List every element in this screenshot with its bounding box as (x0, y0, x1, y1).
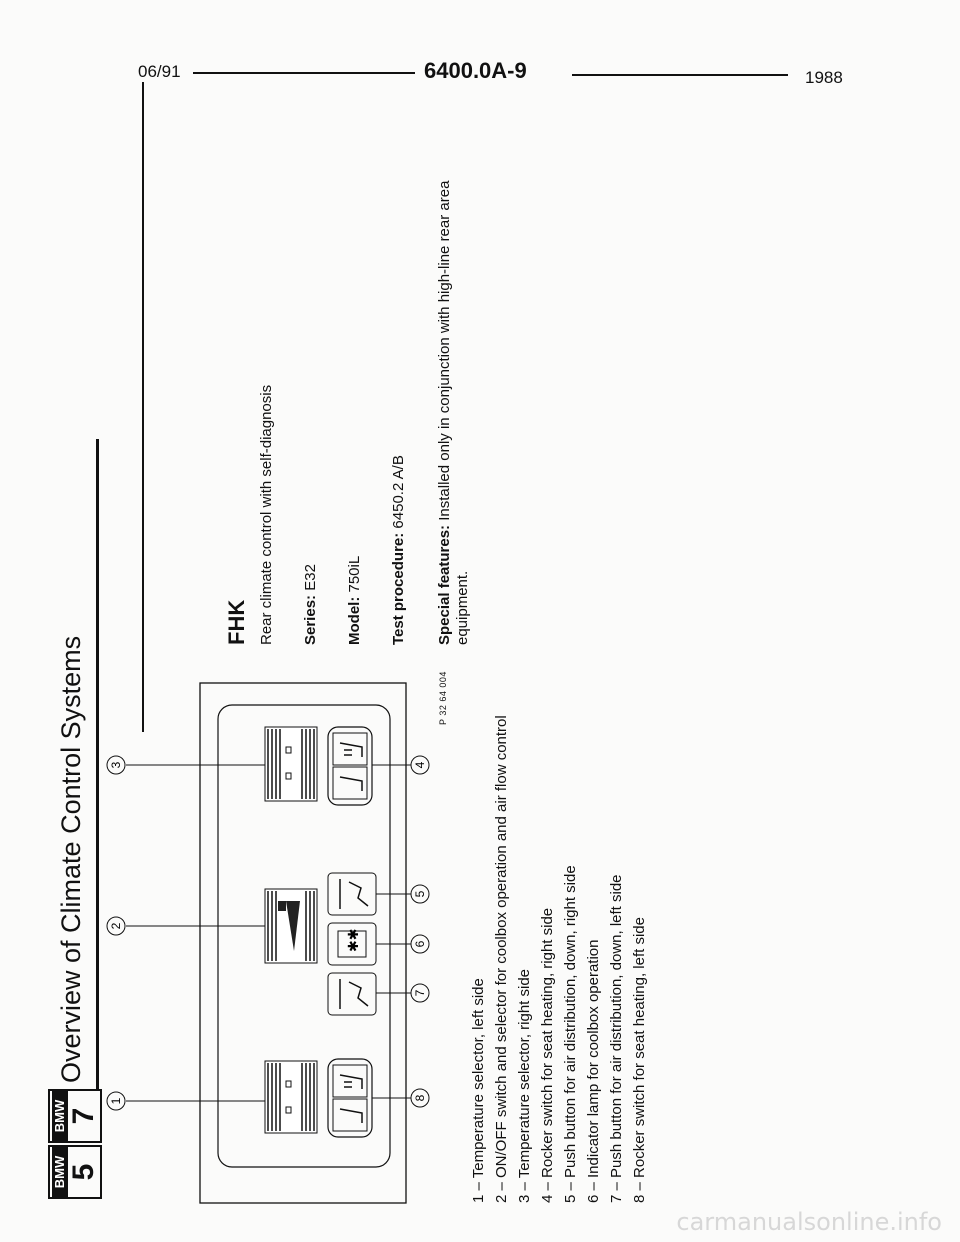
series-value: E32 (302, 564, 319, 591)
bmw-logo-5 (48, 1145, 102, 1199)
legend-item-6: 6 – Indicator lamp for coolbox operation (585, 939, 602, 1203)
series-row (302, 564, 319, 645)
bmw-logo-number: 5 (67, 1163, 100, 1181)
svg-text:✱✱: ✱✱ (346, 928, 362, 952)
air-distribution-button-right (328, 873, 376, 915)
bmw-logo-label: BMW (52, 1147, 68, 1197)
test-procedure-row (390, 455, 407, 645)
legend-item-5: 5 – Push button for air distribution, down, right side (562, 865, 579, 1203)
system-heading: FHK (224, 599, 249, 645)
title-underline (96, 439, 99, 1089)
coolbox-indicator-lamp (328, 923, 376, 965)
legend-item-1: 1 – Temperature selector, left side (470, 978, 487, 1203)
callout-4: 4 (413, 761, 427, 769)
system-description: Rear climate control with self-diagnosis (258, 384, 275, 645)
legend-list (470, 715, 654, 1203)
callout-3: 3 (109, 761, 123, 769)
seat-heating-rocker-right (328, 727, 372, 805)
temperature-selector-left (265, 1061, 317, 1133)
legend-item-3: 3 – Temperature selector, right side (516, 968, 533, 1203)
test-procedure-label: Test procedure: (390, 532, 407, 645)
rotated-content (40, 31, 920, 1211)
coolbox-airflow-selector (265, 889, 317, 963)
header-year: 1988 (805, 68, 843, 87)
watermark: carmanualsonline.info (676, 1208, 942, 1236)
model-value: 750iL (346, 555, 363, 593)
model-label: Model: (346, 596, 363, 645)
special-features-value: Installed only in conjunction with high-line rear area (436, 180, 453, 521)
special-features-row (436, 181, 453, 645)
special-features-label: Special features: (436, 524, 453, 645)
bmw-logo-label: BMW (52, 1091, 68, 1141)
callout-7: 7 (413, 989, 427, 997)
temperature-selector-right (265, 727, 317, 801)
legend-item-4: 4 – Rocker switch for seat heating, right side (539, 907, 556, 1203)
header-date: 06/91 (138, 62, 181, 81)
model-row (346, 556, 363, 645)
bmw-logo-number: 7 (67, 1107, 100, 1125)
legend-item-2: 2 – ON/OFF switch and selector for coolbox operation and air flow control (493, 715, 510, 1203)
bmw-logo-7 (48, 1089, 102, 1143)
figure-id: P 32 64 004 (438, 671, 448, 725)
special-features-continuation: equipment. (454, 570, 471, 645)
callout-2: 2 (109, 922, 123, 930)
callout-5: 5 (413, 890, 427, 898)
callout-6: 6 (413, 940, 427, 948)
legend-item-8: 8 – Rocker switch for seat heating, left side (631, 917, 648, 1203)
callout-1: 1 (109, 1097, 123, 1105)
series-label: Series: (302, 594, 319, 645)
air-distribution-button-left (328, 973, 376, 1015)
callout-8: 8 (413, 1094, 427, 1102)
seat-heating-rocker-left (328, 1059, 372, 1137)
legend-item-7: 7 – Push button for air distribution, down, left side (608, 874, 625, 1203)
header-doc-number: 6400.0A-9 (424, 58, 527, 83)
climate-control-panel-figure (100, 671, 430, 1211)
page-title: Overview of Climate Control Systems (56, 635, 86, 1083)
test-procedure-value: 6450.2 A/B (390, 455, 407, 529)
